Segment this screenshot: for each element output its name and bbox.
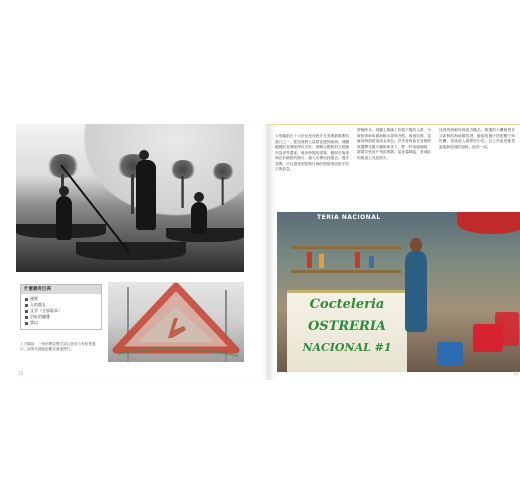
left-page (16, 124, 269, 380)
shelf (291, 246, 401, 249)
text-column-3: 這裡的海鮮料理遠近馳名，路邊的小攤販售各式新鮮的海產雞尾酒，酸甜的醬汁搭配蝦子與牡蠣，是當地人最愛的小吃。以上所說的都是當地最道地的風味，值得一試。 (439, 128, 515, 149)
sign-line-1: Cocteleria (309, 297, 385, 312)
bottle (319, 254, 324, 268)
blue-chair (437, 342, 463, 366)
text-column-1: 卡塔赫納在十六世紀是西班牙在美洲最重要的港口之一，從這裡將大量財富運回歐洲。城牆圍繞的老城區保存完好，被聯合國教科文組織列為世界遺產。殖民時期的建築、鵝卵石街道與色彩繽紛的陽台，讓人彷彿回到過去。漫步其間，可以感受到加勒比海的熱情與西班牙的古典氣息。 (275, 134, 349, 171)
bottle (355, 252, 360, 268)
list-item: 入的漁丸 (25, 302, 101, 308)
sidebar-list (21, 296, 101, 326)
list-item: 文学（全部版本） (25, 308, 101, 314)
bullet-icon (25, 322, 28, 325)
sidebar-title: 什麼最有巨亮 (21, 285, 101, 294)
boat (76, 242, 186, 260)
warning-triangle-icon (108, 282, 244, 362)
street-stall-photo (277, 212, 520, 372)
photo-caption: 上方圖說：三角形標誌警告請注意前方有船隻通行，請保持適當距離並減速慢行。 (20, 342, 96, 351)
awning-sign: TERIA NACIONAL (317, 214, 381, 221)
bullet-icon (25, 316, 28, 319)
sign-line-2: OSTRERIA (307, 319, 387, 334)
page-number-right: 73 (512, 371, 518, 376)
passenger (191, 202, 207, 234)
passenger (56, 196, 72, 240)
stall-counter (287, 290, 407, 372)
list-item: 浴缸的優雅 (25, 314, 101, 320)
river-boat-photo (16, 124, 244, 272)
shelf (291, 270, 401, 273)
list-item: 禁以 (25, 320, 101, 326)
text-column-2: 傍晚時分，城牆上擠滿了欣賞夕陽的人群，小販推著車叫賣新鮮水果與冷飲。海風吹拂，遠處的海面被染成金黃色。許多遊客會在這個時候選擇在露天咖啡座坐下，點一杯當地咖啡，靜靜享受這片刻的寧靜。當夜幕降臨，老城區的街道上亮起燈火。 (357, 128, 431, 160)
boatman (136, 160, 156, 230)
right-page (269, 124, 520, 380)
book-spread (16, 124, 520, 380)
sidebar-box (20, 284, 102, 330)
bottle (307, 252, 312, 268)
bullet-icon (25, 298, 28, 301)
umbrella (457, 212, 520, 234)
red-chair (495, 312, 519, 346)
palm-tree (169, 160, 196, 208)
bullet-icon (25, 310, 28, 313)
sign-line-3: NACIONAL #1 (302, 341, 392, 354)
palm-tree (211, 163, 235, 205)
warning-sign-photo (108, 282, 244, 362)
accent-line (269, 124, 520, 125)
page-number-left: 72 (18, 371, 24, 376)
bottle (369, 256, 374, 268)
vendor-person (405, 250, 427, 332)
bullet-icon (25, 304, 28, 307)
list-item: 國營 (25, 296, 101, 302)
